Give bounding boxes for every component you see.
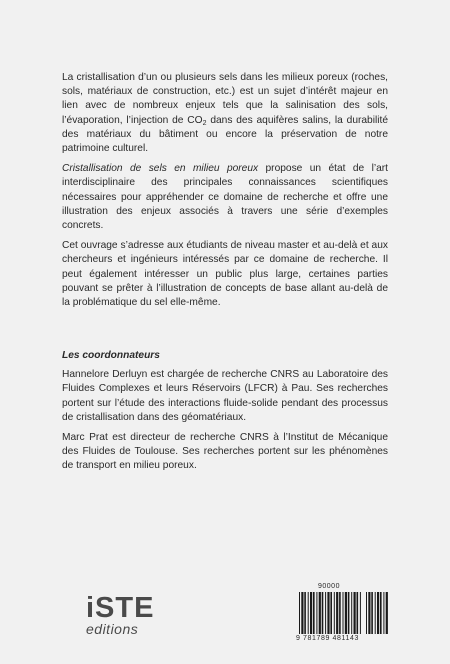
barcode-bar (316, 592, 317, 634)
barcode-bar (339, 592, 341, 634)
editors-section (62, 349, 388, 480)
intro-paragraph-2-text: propose un état de l’art interdisciplinaire des principales connaissances scientifiques nécessaires pour appréhender ce domaine de recherche et offre une illustration des enjeux associés à travers une série d’exemples concrets. (62, 163, 388, 232)
barcode-bar (357, 592, 359, 634)
barcode-bar (310, 592, 312, 634)
publisher-logo-main: iSTE (86, 592, 155, 624)
barcode-bar (360, 592, 361, 634)
intro-paragraph-1-text-a: La cristallisation d’un ou plusieurs sels dans les milieux poreux (roches, sols, matériaux de construction, etc.) est un sujet d’intérêt majeur en lien avec de nombreux enjeux tels que la salinisation des sols, l’évaporation, l’injection de CO (62, 72, 388, 126)
isbn-digits: 9 781789 481143 (296, 635, 359, 642)
barcode-bar (371, 592, 373, 634)
barcode-bar (348, 592, 350, 634)
barcode-bar (334, 592, 335, 634)
barcode-bar (304, 592, 306, 634)
intro-paragraph-1 (62, 71, 388, 156)
editor-bio-2: Marc Prat est directeur de recherche CNRS à l’Institut de Mécanique des Fluides de Toulouse. Ses recherches portent sur les phénomènes de transport en milieu poreux. (62, 432, 388, 472)
barcode-bar (301, 592, 303, 634)
barcode-bar (368, 592, 370, 634)
barcode-main (299, 592, 363, 634)
barcode-bar (375, 592, 376, 634)
intro-paragraph-3: Cet ouvrage s’adresse aux étudiants de niveau master et au-delà et aux chercheurs et ingénieurs intéressés par ce domaine de recherche. Il peut également intéresser un public plus large, certaines parties pouvant se prêter à l’illustration de concepts de base allant au-delà de la problématique du sel elle-même. (62, 240, 388, 309)
book-title: Cristallisation de sels en milieu poreux (62, 163, 259, 175)
publisher-logo-sub: editions (86, 621, 139, 637)
barcode-bar (299, 592, 300, 634)
barcode-bar (343, 592, 344, 634)
barcode-bar (319, 592, 321, 634)
barcode-bar (377, 592, 379, 634)
barcode-bar (313, 592, 315, 634)
barcode-bar (330, 592, 332, 634)
barcode-bar (336, 592, 338, 634)
barcode-bar (327, 592, 329, 634)
barcode-bar (380, 592, 382, 634)
barcode-bar (345, 592, 347, 634)
barcode-price-code: 90000 (318, 583, 340, 590)
intro-paragraph-2 (62, 162, 388, 233)
barcode-bar (383, 592, 384, 634)
publisher-logo (86, 592, 155, 637)
co2-subscript: 2 (202, 119, 207, 127)
barcode-bar (354, 592, 356, 634)
barcode-addon (366, 592, 389, 634)
barcode-bar (322, 592, 324, 634)
intro-section (62, 71, 388, 316)
barcode-bar (325, 592, 326, 634)
barcode-bar (308, 592, 309, 634)
intro-paragraph-1-text-b: dans des aquifères salins, la durabilité des matériaux du bâtiment ou encore la préservation de notre patrimoine culturel. (62, 114, 389, 155)
editor-bio-1: Hannelore Derluyn est chargée de recherche CNRS au Laboratoire des Fluides Complexes et leurs Réservoirs (LFCR) à Pau. Ses recherches portent sur l’étude des interactions fluide-solide pendant des processus de cristallisation dans des géomatériaux. (62, 369, 388, 423)
barcode-bar (386, 592, 388, 634)
barcode-bar (366, 592, 367, 634)
editors-heading: Les coordonnateurs (62, 350, 160, 361)
barcode-bar (351, 592, 352, 634)
